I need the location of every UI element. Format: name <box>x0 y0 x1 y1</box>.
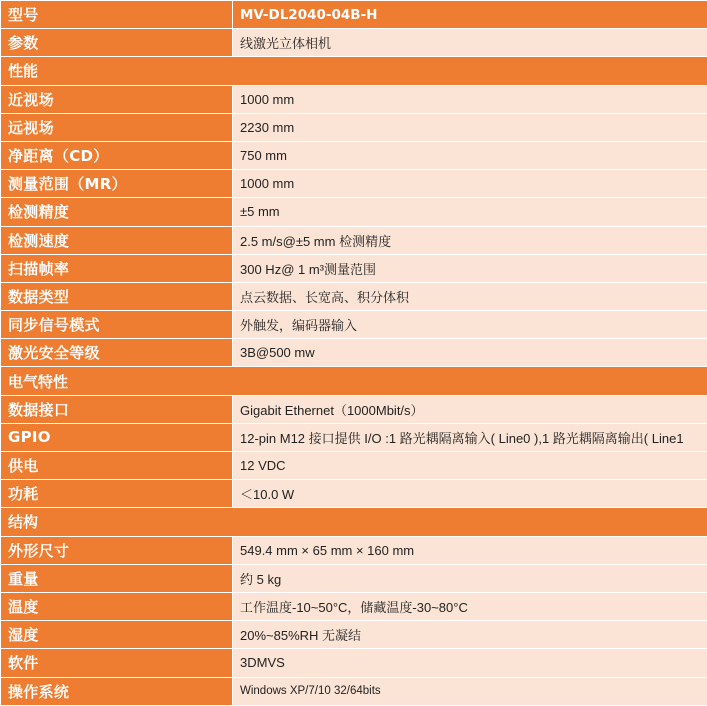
params-row <box>1 29 707 57</box>
section-electrical <box>1 367 707 395</box>
row-value: Windows XP/7/10 32/64bits <box>233 677 707 705</box>
params-value: 线激光立体相机 <box>233 29 707 57</box>
row-value: 点云数据、长宽高、积分体积 <box>233 282 707 310</box>
model-row <box>1 1 707 29</box>
table-row <box>1 226 707 254</box>
params-label: 参数 <box>1 29 233 57</box>
table-row <box>1 311 707 339</box>
table-row <box>1 113 707 141</box>
row-label: 外形尺寸 <box>1 536 233 564</box>
row-label: 操作系统 <box>1 677 233 705</box>
row-label: 湿度 <box>1 621 233 649</box>
row-label: 扫描帧率 <box>1 254 233 282</box>
row-value: 12-pin M12 接口提供 I/O :1 路光耦隔离输入( Line0 ),1 路光耦隔离输出( Line1 <box>233 423 707 451</box>
row-value: 1000 mm <box>233 85 707 113</box>
row-label: 供电 <box>1 452 233 480</box>
table-row <box>1 621 707 649</box>
row-label: 功耗 <box>1 480 233 508</box>
row-label: 同步信号模式 <box>1 311 233 339</box>
table-row <box>1 170 707 198</box>
table-row <box>1 677 707 705</box>
row-label: 检测精度 <box>1 198 233 226</box>
row-value: 549.4 mm × 65 mm × 160 mm <box>233 536 707 564</box>
row-value: 750 mm <box>233 141 707 169</box>
section-title: 结构 <box>1 508 707 536</box>
row-value: 20%~85%RH 无凝结 <box>233 621 707 649</box>
row-label: 激光安全等级 <box>1 339 233 367</box>
table-row <box>1 198 707 226</box>
table-row <box>1 395 707 423</box>
section-performance <box>1 57 707 85</box>
row-label: 温度 <box>1 592 233 620</box>
row-label: 测量范围（MR） <box>1 170 233 198</box>
table-row <box>1 564 707 592</box>
table-row <box>1 536 707 564</box>
table-row <box>1 452 707 480</box>
row-value: Gigabit Ethernet（1000Mbit/s） <box>233 395 707 423</box>
row-label: 净距离（CD） <box>1 141 233 169</box>
row-label: 数据接口 <box>1 395 233 423</box>
row-value: 3DMVS <box>233 649 707 677</box>
row-value: 2.5 m/s@±5 mm 检测精度 <box>233 226 707 254</box>
table-row <box>1 423 707 451</box>
model-label: 型号 <box>1 1 233 29</box>
table-row <box>1 282 707 310</box>
table-row <box>1 254 707 282</box>
row-label: GPIO <box>1 423 233 451</box>
row-value: ±5 mm <box>233 198 707 226</box>
table-row <box>1 480 707 508</box>
table-row <box>1 649 707 677</box>
section-title: 电气特性 <box>1 367 707 395</box>
row-label: 近视场 <box>1 85 233 113</box>
spec-table-body <box>1 1 707 706</box>
row-value: 外触发，编码器输入 <box>233 311 707 339</box>
row-value: 1000 mm <box>233 170 707 198</box>
table-row <box>1 339 707 367</box>
row-label: 重量 <box>1 564 233 592</box>
row-value: ＜10.0 W <box>233 480 707 508</box>
row-value: 12 VDC <box>233 452 707 480</box>
row-label: 软件 <box>1 649 233 677</box>
row-value: 工作温度-10~50°C，储藏温度-30~80°C <box>233 592 707 620</box>
row-value: 2230 mm <box>233 113 707 141</box>
table-row <box>1 85 707 113</box>
row-label: 检测速度 <box>1 226 233 254</box>
section-structure <box>1 508 707 536</box>
row-value: 300 Hz@ 1 m³测量范围 <box>233 254 707 282</box>
model-value: MV-DL2040-04B-H <box>233 1 707 29</box>
section-title: 性能 <box>1 57 707 85</box>
row-value: 约 5 kg <box>233 564 707 592</box>
table-row <box>1 141 707 169</box>
row-label: 数据类型 <box>1 282 233 310</box>
row-label: 远视场 <box>1 113 233 141</box>
table-row <box>1 592 707 620</box>
row-value: 3B@500 mw <box>233 339 707 367</box>
